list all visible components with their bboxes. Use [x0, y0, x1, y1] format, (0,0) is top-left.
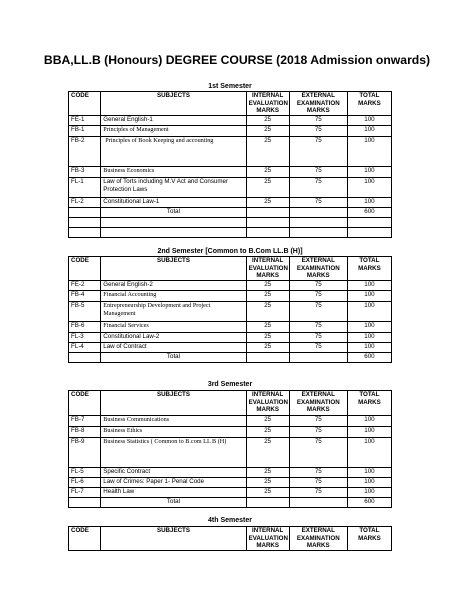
total-header: TOTAL MARKS: [347, 257, 391, 281]
table-row: [69, 116, 392, 126]
table-header-row: [69, 527, 392, 551]
row-code: FB-4: [69, 291, 101, 302]
row-total: 100: [347, 137, 391, 167]
row-subject: Health Law: [101, 488, 246, 498]
total-row: [69, 353, 392, 363]
row-internal: 25: [246, 416, 289, 427]
internal-header: INTERNAL EVALUATION MARKS: [246, 527, 289, 551]
row-internal: 25: [246, 438, 289, 468]
row-code: FL-6: [69, 478, 101, 488]
row-total: 100: [347, 302, 391, 322]
row-external: 75: [289, 416, 347, 427]
row-subject: Principles of Management: [101, 126, 246, 137]
row-code: FB-7: [69, 416, 101, 427]
row-external: 75: [289, 198, 347, 208]
row-external: 75: [289, 167, 347, 178]
row-code: FL-4: [69, 343, 101, 353]
total-label: Total: [101, 498, 246, 508]
row-total: 100: [347, 343, 391, 353]
row-external: 75: [289, 333, 347, 343]
semester-3-table: [68, 390, 392, 508]
row-external: 75: [289, 468, 347, 478]
row-subject: Law of Contract: [101, 343, 246, 353]
row-code: FB-6: [69, 322, 101, 333]
row-code: FL-3: [69, 333, 101, 343]
row-code: FB-9: [69, 438, 101, 468]
row-internal: 25: [246, 178, 289, 198]
row-code: FB-5: [69, 302, 101, 322]
row-total: 100: [347, 291, 391, 302]
row-internal: 25: [246, 126, 289, 137]
row-external: 75: [289, 488, 347, 498]
subjects-header: SUBJECTS: [101, 527, 246, 551]
row-total: 100: [347, 116, 391, 126]
row-code: FB-3: [69, 167, 101, 178]
semester-1-table: [68, 91, 392, 238]
row-internal: 25: [246, 198, 289, 208]
table-row: [69, 416, 392, 427]
row-code: FL-2: [69, 198, 101, 208]
row-internal: 25: [246, 137, 289, 167]
row-external: 75: [289, 438, 347, 468]
row-subject: Financial Services: [101, 322, 246, 333]
internal-header: INTERNAL EVALUATION MARKS: [246, 391, 289, 416]
row-internal: 25: [246, 322, 289, 333]
code-header: CODE: [69, 92, 101, 116]
semester-2-table: [68, 256, 392, 363]
row-total: 100: [347, 468, 391, 478]
table-row: [69, 281, 392, 291]
row-external: 75: [289, 427, 347, 438]
semester-2-title: 2nd Semester [Common to B.Com LL.B (H)]: [157, 248, 303, 255]
row-internal: 25: [246, 167, 289, 178]
code-header: CODE: [69, 527, 101, 551]
row-external: 75: [289, 302, 347, 322]
code-header: CODE: [69, 257, 101, 281]
row-total: 100: [347, 126, 391, 137]
external-header: EXTERNAL EXAMINATION MARKS: [289, 257, 347, 281]
row-total: 100: [347, 167, 391, 178]
row-subject: General English-2: [101, 281, 246, 291]
total-label: Total: [101, 353, 246, 363]
table-row: [69, 333, 392, 343]
row-internal: 25: [246, 333, 289, 343]
row-subject: Business Economics: [101, 167, 246, 178]
table-header-row: [69, 257, 392, 281]
external-header: EXTERNAL EXAMINATION MARKS: [289, 391, 347, 416]
row-internal: 25: [246, 281, 289, 291]
total-label: Total: [101, 208, 246, 218]
row-internal: 25: [246, 468, 289, 478]
row-external: 75: [289, 291, 347, 302]
document-title: BBA,LL.B (Honours) DEGREE COURSE (2018 Admission onwards): [43, 53, 431, 67]
row-external: 75: [289, 322, 347, 333]
table-row: [69, 438, 392, 468]
semester-3-title: 3rd Semester: [207, 381, 253, 388]
row-external: 75: [289, 343, 347, 353]
row-total: 100: [347, 438, 391, 468]
external-header: EXTERNAL EXAMINATION MARKS: [289, 92, 347, 116]
row-subject: Entrepreneurship Development and Project Management: [101, 302, 246, 322]
semester-4-title: 4th Semester: [208, 517, 252, 524]
row-internal: 25: [246, 488, 289, 498]
total-value: 600: [347, 208, 391, 218]
internal-header: INTERNAL EVALUATION MARKS: [246, 92, 289, 116]
semester-4-table: [68, 526, 392, 551]
row-internal: 25: [246, 478, 289, 488]
total-value: 600: [347, 353, 391, 363]
empty-row: [69, 218, 392, 228]
table-header-row: [69, 92, 392, 116]
row-subject: Law of Crimes: Paper 1- Penal Code: [101, 478, 246, 488]
row-total: 100: [347, 478, 391, 488]
row-internal: 25: [246, 302, 289, 322]
row-code: FL-5: [69, 468, 101, 478]
table-row: [69, 468, 392, 478]
subjects-header: SUBJECTS: [101, 92, 246, 116]
total-row: [69, 498, 392, 508]
row-external: 75: [289, 178, 347, 198]
row-total: 100: [347, 488, 391, 498]
row-internal: 25: [246, 291, 289, 302]
table-row: [69, 488, 392, 498]
row-subject: Business Statistics ( Common to B.com LL B (H): [101, 438, 246, 468]
row-code: FL-7: [69, 488, 101, 498]
table-row: [69, 478, 392, 488]
row-total: 100: [347, 333, 391, 343]
table-row: [69, 343, 392, 353]
row-code: FL-1: [69, 178, 101, 198]
row-subject: General English-1: [101, 116, 246, 126]
row-total: 100: [347, 416, 391, 427]
table-row: [69, 167, 392, 178]
row-subject: Principles of Book Keeping and accounting: [101, 137, 246, 167]
row-code: FE-2: [69, 281, 101, 291]
total-header: TOTAL MARKS: [347, 92, 391, 116]
row-total: 100: [347, 178, 391, 198]
table-row: [69, 126, 392, 137]
row-external: 75: [289, 116, 347, 126]
table-row: [69, 427, 392, 438]
code-header: CODE: [69, 391, 101, 416]
total-header: TOTAL MARKS: [347, 391, 391, 416]
row-subject: Business Ethics: [101, 427, 246, 438]
row-subject: Constitutional Law-2: [101, 333, 246, 343]
internal-header: INTERNAL EVALUATION MARKS: [246, 257, 289, 281]
row-subject: Business Communications: [101, 416, 246, 427]
table-row: [69, 302, 392, 322]
row-external: 75: [289, 126, 347, 137]
row-total: 100: [347, 198, 391, 208]
table-row: [69, 198, 392, 208]
table-row: [69, 137, 392, 167]
row-code: FE-1: [69, 116, 101, 126]
row-external: 75: [289, 137, 347, 167]
empty-row: [69, 228, 392, 238]
total-header: TOTAL MARKS: [347, 527, 391, 551]
semester-1-title: 1st Semester: [208, 83, 252, 90]
row-subject: Specific Contract: [101, 468, 246, 478]
table-header-row: [69, 391, 392, 416]
row-code: FB-2: [69, 137, 101, 167]
row-total: 100: [347, 281, 391, 291]
subjects-header: SUBJECTS: [101, 257, 246, 281]
row-internal: 25: [246, 116, 289, 126]
row-code: FB-1: [69, 126, 101, 137]
row-external: 75: [289, 281, 347, 291]
row-subject: Law of Torts including M.V Act and Consumer Protection Laws: [101, 178, 246, 198]
table-row: [69, 178, 392, 198]
total-row: [69, 208, 392, 218]
table-row: [69, 322, 392, 333]
row-internal: 25: [246, 343, 289, 353]
row-total: 100: [347, 322, 391, 333]
row-code: FB-8: [69, 427, 101, 438]
row-total: 100: [347, 427, 391, 438]
row-subject: Financial Accounting: [101, 291, 246, 302]
external-header: EXTERNAL EXAMINATION MARKS: [289, 527, 347, 551]
subjects-header: SUBJECTS: [101, 391, 246, 416]
table-row: [69, 291, 392, 302]
row-subject: Constitutional Law-1: [101, 198, 246, 208]
row-internal: 25: [246, 427, 289, 438]
row-external: 75: [289, 478, 347, 488]
total-value: 600: [347, 498, 391, 508]
